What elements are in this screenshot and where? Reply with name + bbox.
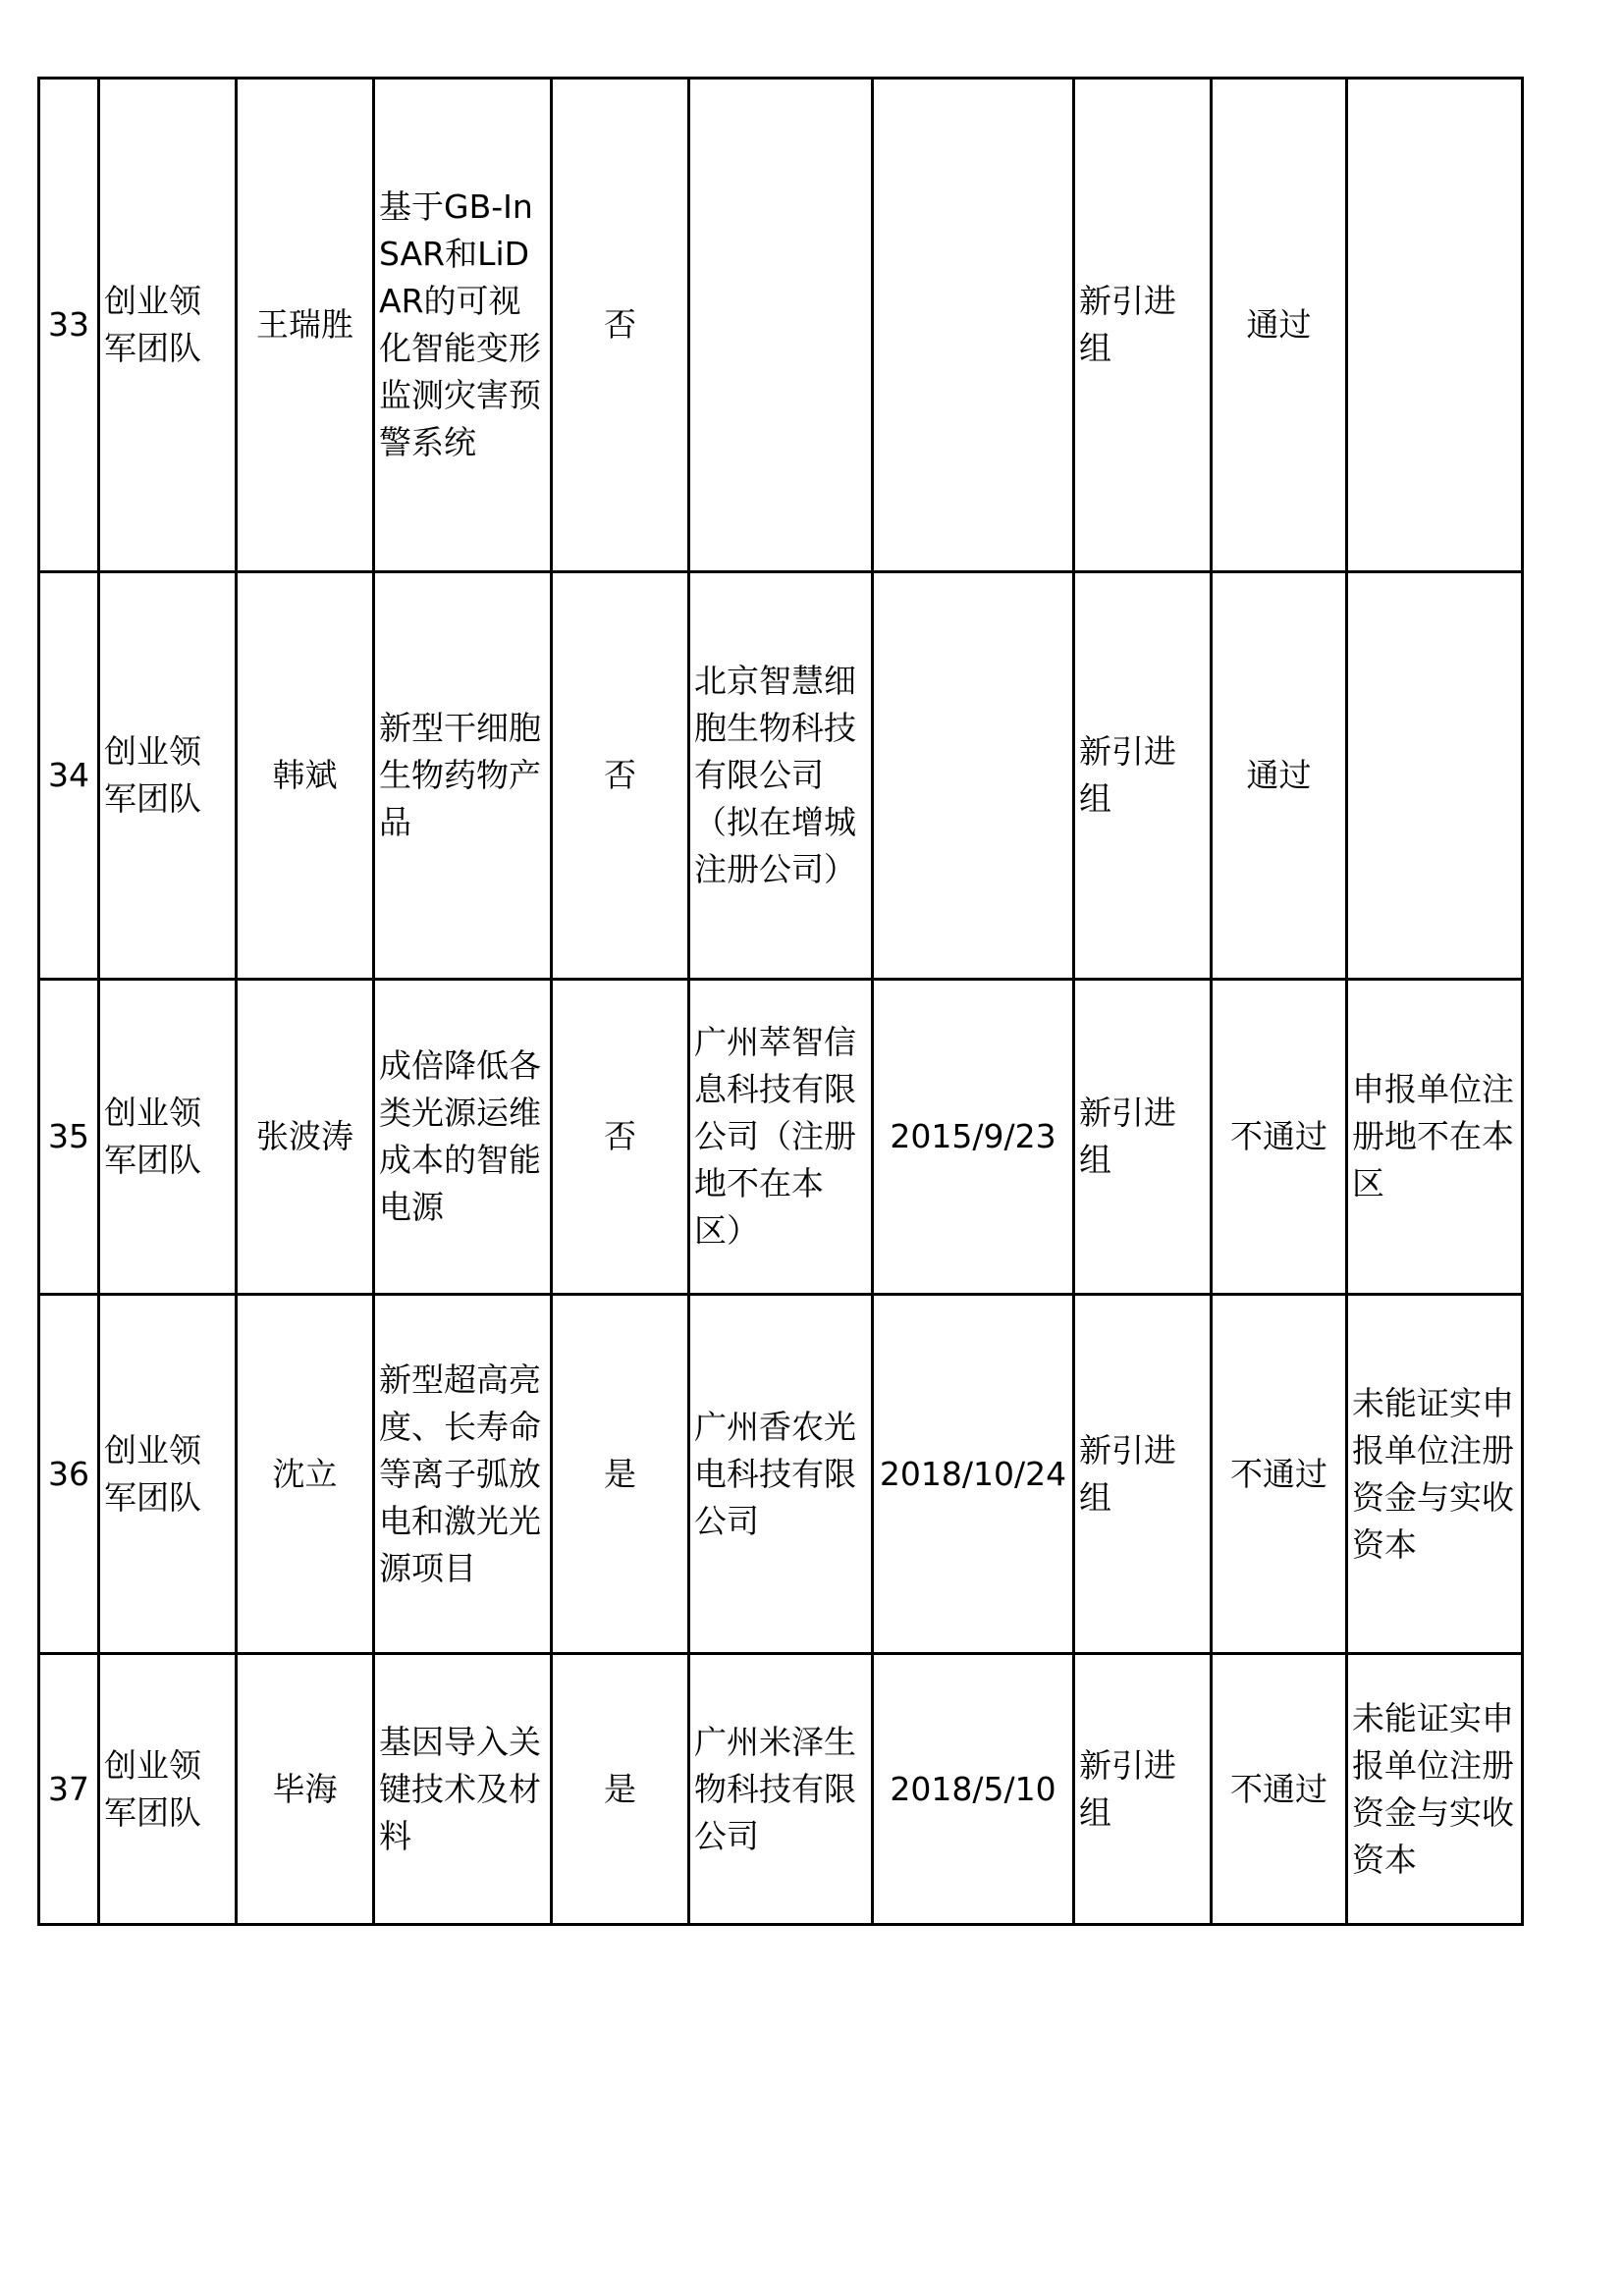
project-cell: 新型干细胞生物药物产品 xyxy=(374,572,552,980)
group-cell: 新引进组 xyxy=(1074,572,1212,980)
flag-cell: 否 xyxy=(552,980,689,1295)
flag-cell: 否 xyxy=(552,79,689,572)
reason-cell xyxy=(1347,79,1523,572)
flag-cell: 是 xyxy=(552,1295,689,1654)
leader-cell: 毕海 xyxy=(237,1654,374,1925)
category-cell: 创业领军团队 xyxy=(99,79,237,572)
category-cell: 创业领军团队 xyxy=(99,980,237,1295)
flag-cell: 否 xyxy=(552,572,689,980)
row-number: 33 xyxy=(39,79,99,572)
row-number: 37 xyxy=(39,1654,99,1925)
company-cell xyxy=(689,79,873,572)
leader-cell: 张波涛 xyxy=(237,980,374,1295)
project-cell: 基于GB-InSAR和LiDAR的可视化智能变形监测灾害预警系统 xyxy=(374,79,552,572)
company-cell: 北京智慧细胞生物科技有限公司（拟在增城注册公司） xyxy=(689,572,873,980)
project-cell: 新型超高亮度、长寿命等离子弧放电和激光光源项目 xyxy=(374,1295,552,1654)
date-cell xyxy=(873,572,1074,980)
reason-cell: 申报单位注册地不在本区 xyxy=(1347,980,1523,1295)
leader-cell: 王瑞胜 xyxy=(237,79,374,572)
category-cell: 创业领军团队 xyxy=(99,1654,237,1925)
date-cell xyxy=(873,79,1074,572)
date-cell: 2015/9/23 xyxy=(873,980,1074,1295)
group-cell: 新引进组 xyxy=(1074,79,1212,572)
flag-cell: 是 xyxy=(552,1654,689,1925)
group-cell: 新引进组 xyxy=(1074,980,1212,1295)
company-cell: 广州米泽生物科技有限公司 xyxy=(689,1654,873,1925)
leader-cell: 沈立 xyxy=(237,1295,374,1654)
table-row xyxy=(39,572,1523,980)
project-cell: 基因导入关键技术及材料 xyxy=(374,1654,552,1925)
leader-cell: 韩斌 xyxy=(237,572,374,980)
project-cell: 成倍降低各类光源运维成本的智能电源 xyxy=(374,980,552,1295)
result-cell: 通过 xyxy=(1212,572,1347,980)
table-row xyxy=(39,980,1523,1295)
company-cell: 广州萃智信息科技有限公司（注册地不在本区） xyxy=(689,980,873,1295)
table-row xyxy=(39,1654,1523,1925)
category-cell: 创业领军团队 xyxy=(99,572,237,980)
results-table xyxy=(37,77,1524,1926)
table-row xyxy=(39,79,1523,572)
group-cell: 新引进组 xyxy=(1074,1295,1212,1654)
reason-cell: 未能证实申报单位注册资金与实收资本 xyxy=(1347,1654,1523,1925)
row-number: 35 xyxy=(39,980,99,1295)
result-cell: 不通过 xyxy=(1212,1295,1347,1654)
category-cell: 创业领军团队 xyxy=(99,1295,237,1654)
result-cell: 通过 xyxy=(1212,79,1347,572)
date-cell: 2018/5/10 xyxy=(873,1654,1074,1925)
company-cell: 广州香农光电科技有限公司 xyxy=(689,1295,873,1654)
reason-cell: 未能证实申报单位注册资金与实收资本 xyxy=(1347,1295,1523,1654)
table-row xyxy=(39,1295,1523,1654)
result-cell: 不通过 xyxy=(1212,1654,1347,1925)
reason-cell xyxy=(1347,572,1523,980)
row-number: 34 xyxy=(39,572,99,980)
row-number: 36 xyxy=(39,1295,99,1654)
date-cell: 2018/10/24 xyxy=(873,1295,1074,1654)
result-cell: 不通过 xyxy=(1212,980,1347,1295)
group-cell: 新引进组 xyxy=(1074,1654,1212,1925)
